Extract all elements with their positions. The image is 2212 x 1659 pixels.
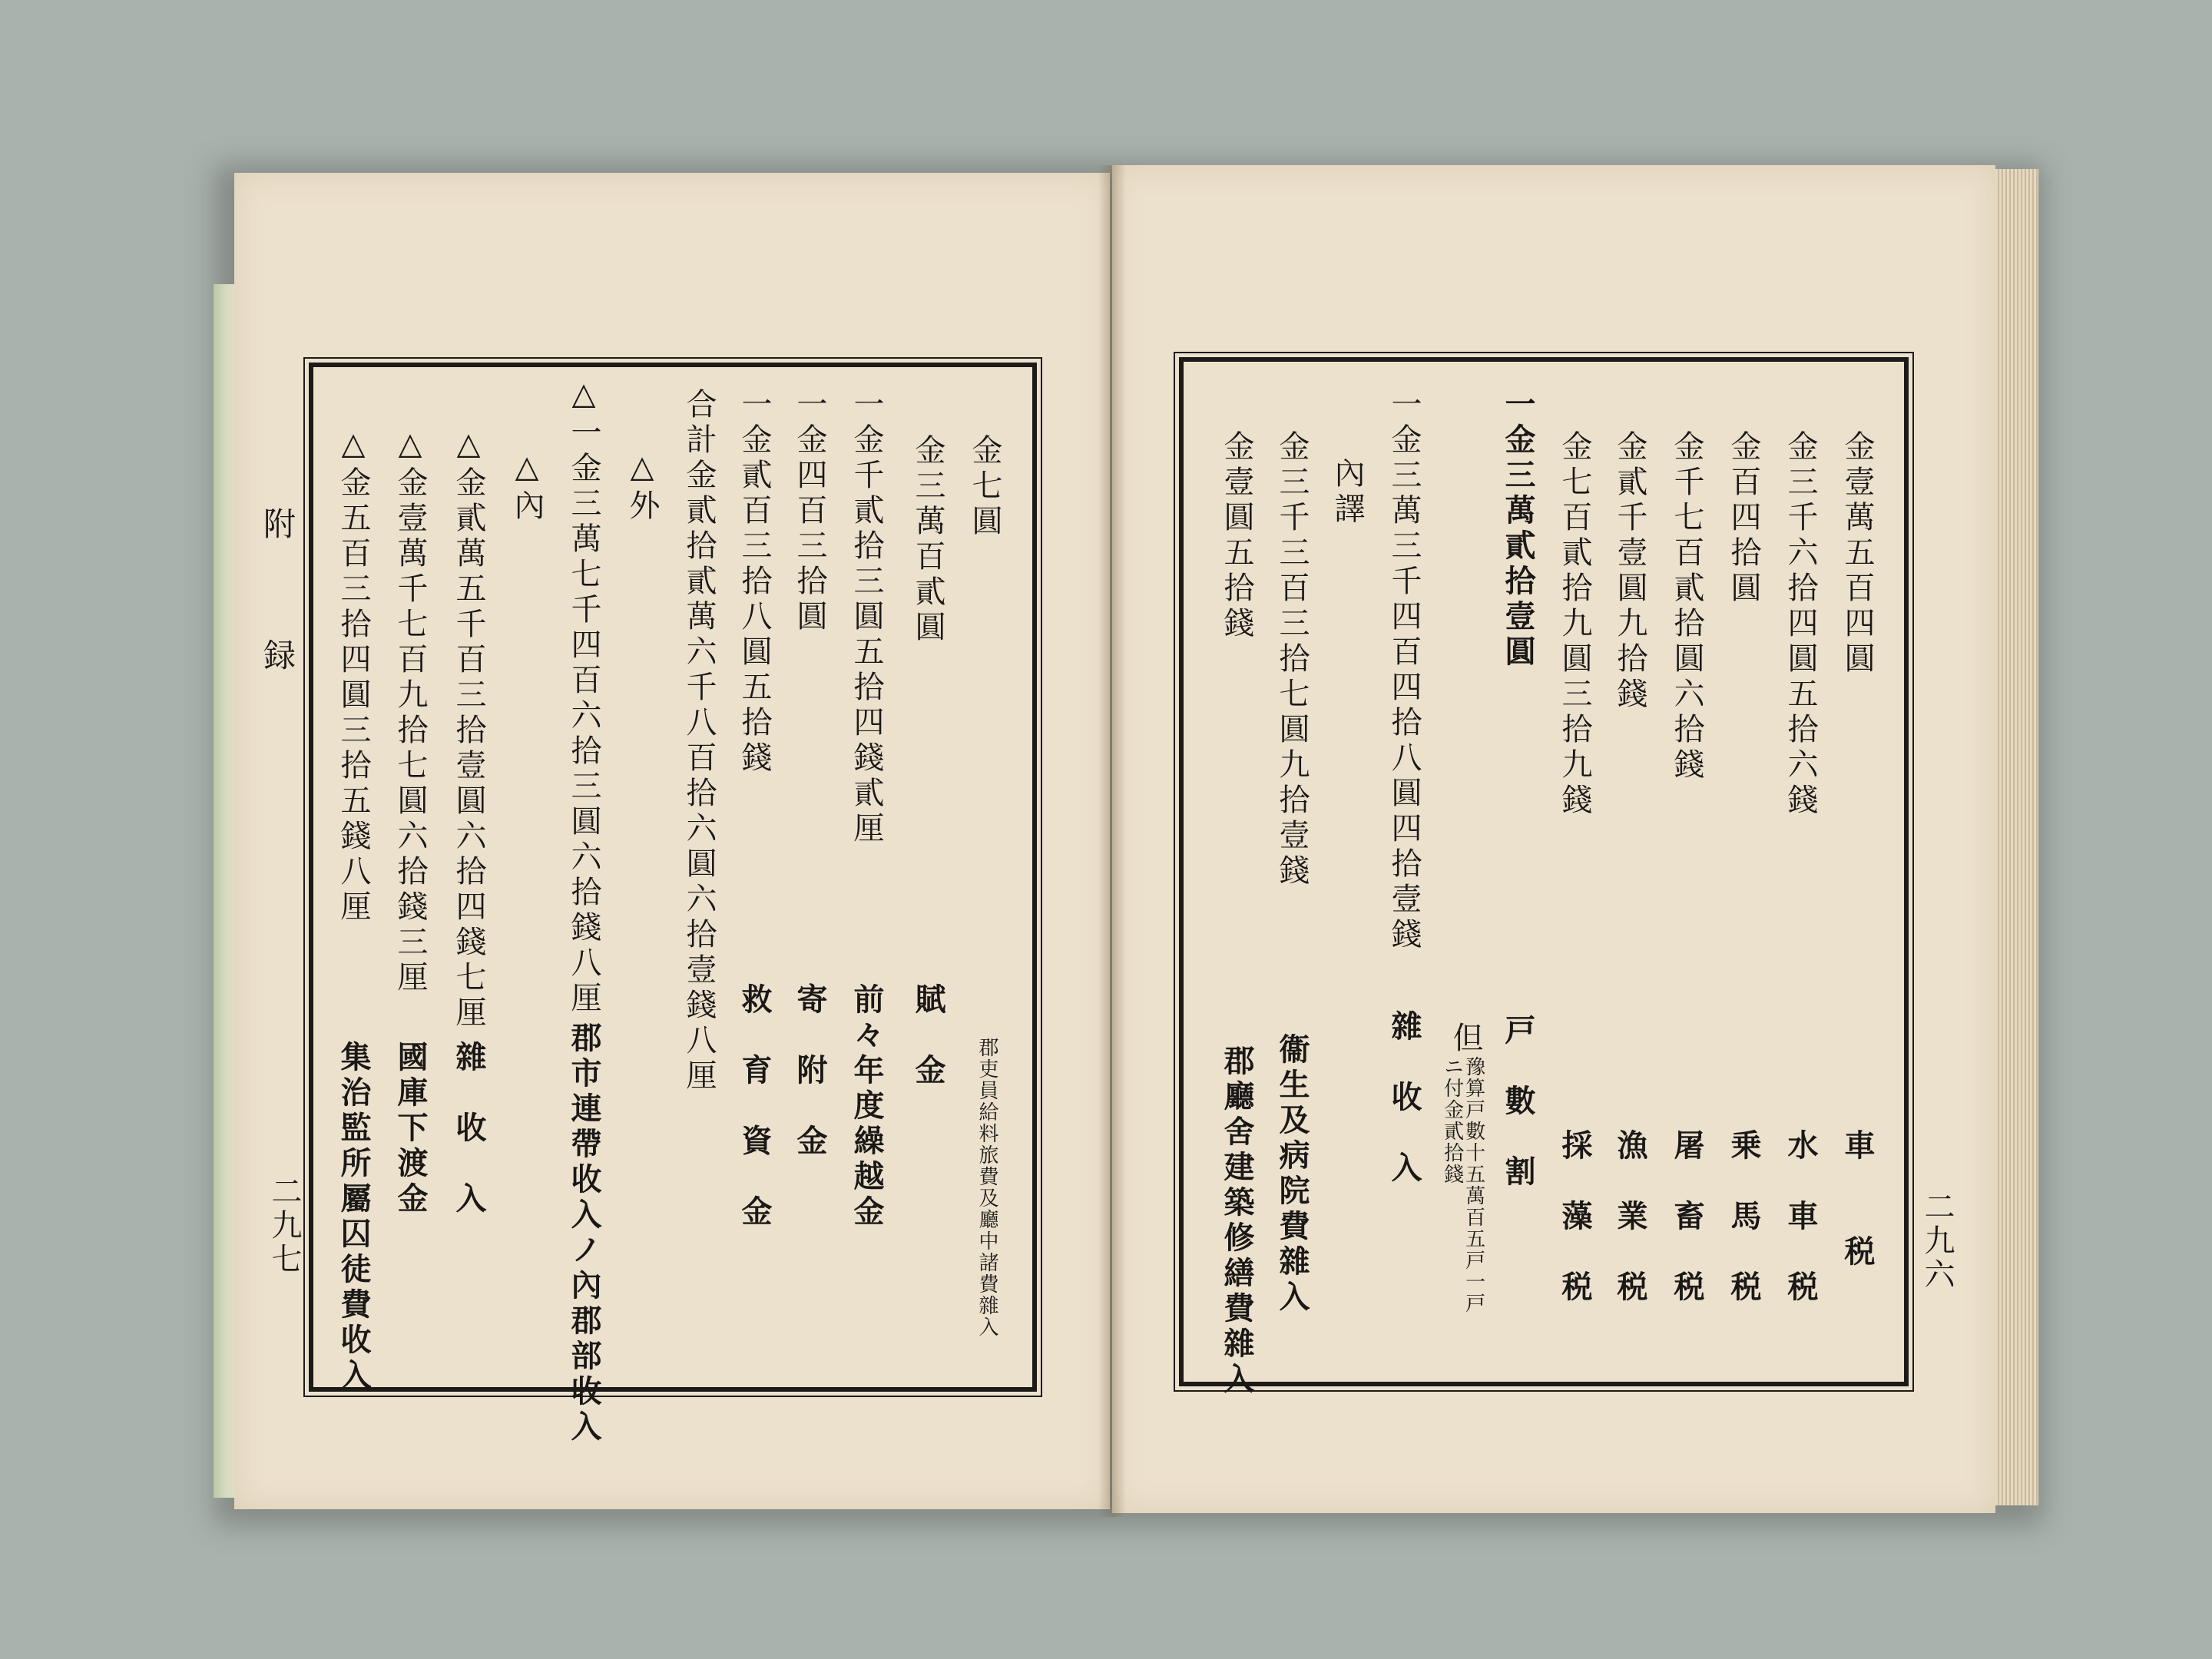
left-entry-amount: △金五百三拾四圓三拾五錢八厘: [336, 426, 371, 926]
left-entry-amount: △一金三萬七千四百六拾三圓六拾錢八厘: [566, 376, 601, 1017]
right-entry-amount: 金千七百貳拾圓六拾錢: [1669, 430, 1704, 783]
left-entry-label: 郡市連帶收入ノ內郡部收入: [566, 1022, 602, 1445]
right-entry-label: 戸 數 割: [1500, 1014, 1536, 1190]
left-page-edges: [214, 284, 235, 1498]
right-entry-label: 採 藻 税: [1557, 1129, 1593, 1306]
left-entry-amount: 金七圓: [967, 434, 1002, 540]
left-entry-label: 國庫下渡金: [392, 1041, 429, 1217]
left-entry-label: 郡吏員給料旅費及廳中諸費雜入: [975, 1037, 998, 1338]
left-entry-amount: △金壹萬千七百九拾七圓六拾錢三厘: [392, 426, 428, 996]
right-entry-amount: 一金三萬貳拾壹圓: [1500, 388, 1536, 671]
right-entry-amount: 金百四拾圓: [1726, 430, 1761, 607]
right-entry-label: 水 車 税: [1783, 1129, 1819, 1306]
right-entry-amount: 金貳千壹圓九拾錢: [1612, 430, 1647, 713]
right-entry-amount: 金三千六拾四圓五拾六錢: [1783, 430, 1818, 819]
left-entry-amount: 一金千貳拾三圓五拾四錢貳厘: [849, 388, 884, 847]
left-entry-amount: △外: [624, 449, 660, 525]
right-entry-amount: 金七百貳拾九圓三拾九錢: [1557, 430, 1592, 819]
left-entry-amount: △內: [509, 449, 545, 525]
left-entry-amount: 一金四百三拾圓: [792, 388, 827, 635]
right-entry-amount: 內譯: [1330, 457, 1365, 528]
right-entry-note-line: 豫算戸數十五萬百五戸一戸: [1462, 1056, 1485, 1314]
right-entry-amount: 金壹萬五百四圓: [1839, 430, 1875, 677]
right-entry-label: 雜 收 入: [1386, 1010, 1422, 1187]
left-entry-label: 雜 收 入: [451, 1041, 487, 1217]
right-entry-label: 車 税: [1839, 1129, 1876, 1270]
right-entry-label: 乗 馬 税: [1726, 1129, 1762, 1306]
book-gutter: [1098, 165, 1126, 1517]
left-page-folio: 二九七: [267, 1175, 302, 1277]
right-entry-note-mark: 但: [1448, 1022, 1483, 1057]
right-entry-amount: 金壹圓五拾錢: [1219, 430, 1254, 642]
left-entry-amount: 合計金貳拾貳萬六千八百拾六圓六拾壹錢八厘: [681, 388, 717, 1094]
right-entry-note-line: ニ付金貳拾錢: [1440, 1056, 1464, 1185]
left-entry-label: 寄 附 金: [792, 983, 828, 1160]
left-entry-amount: △金貳萬五千百三拾壹圓六拾四錢七厘: [451, 426, 486, 1031]
right-entry-label: 屠 畜 税: [1669, 1129, 1705, 1306]
left-page-header: 附 録: [259, 507, 296, 701]
right-entry-amount: 金三千三百三拾七圓九拾壹錢: [1274, 430, 1310, 889]
left-entry-label: 集治監所屬囚徒費收入: [336, 1041, 372, 1394]
left-entry-amount: 一金貳百三拾八圓五拾錢: [737, 388, 772, 777]
left-entry-label: 前々年度繰越金: [849, 983, 885, 1230]
right-page-folio: 二九六: [1919, 1190, 1955, 1292]
right-entry-label: 漁 業 税: [1612, 1129, 1648, 1306]
right-entry-label: 郡廳舍建築修繕費雜入: [1219, 1045, 1255, 1398]
left-entry-label: 賦 金: [910, 983, 946, 1089]
right-entry-label: 衞生及病院費雜入: [1274, 1033, 1310, 1316]
left-entry-amount: 金三萬百貳圓: [910, 434, 945, 646]
right-page-edges: [1995, 169, 2038, 1505]
right-entry-amount: 一金三萬三千四百四拾八圓四拾壹錢: [1386, 388, 1422, 953]
left-entry-label: 救 育 資 金: [737, 983, 773, 1230]
